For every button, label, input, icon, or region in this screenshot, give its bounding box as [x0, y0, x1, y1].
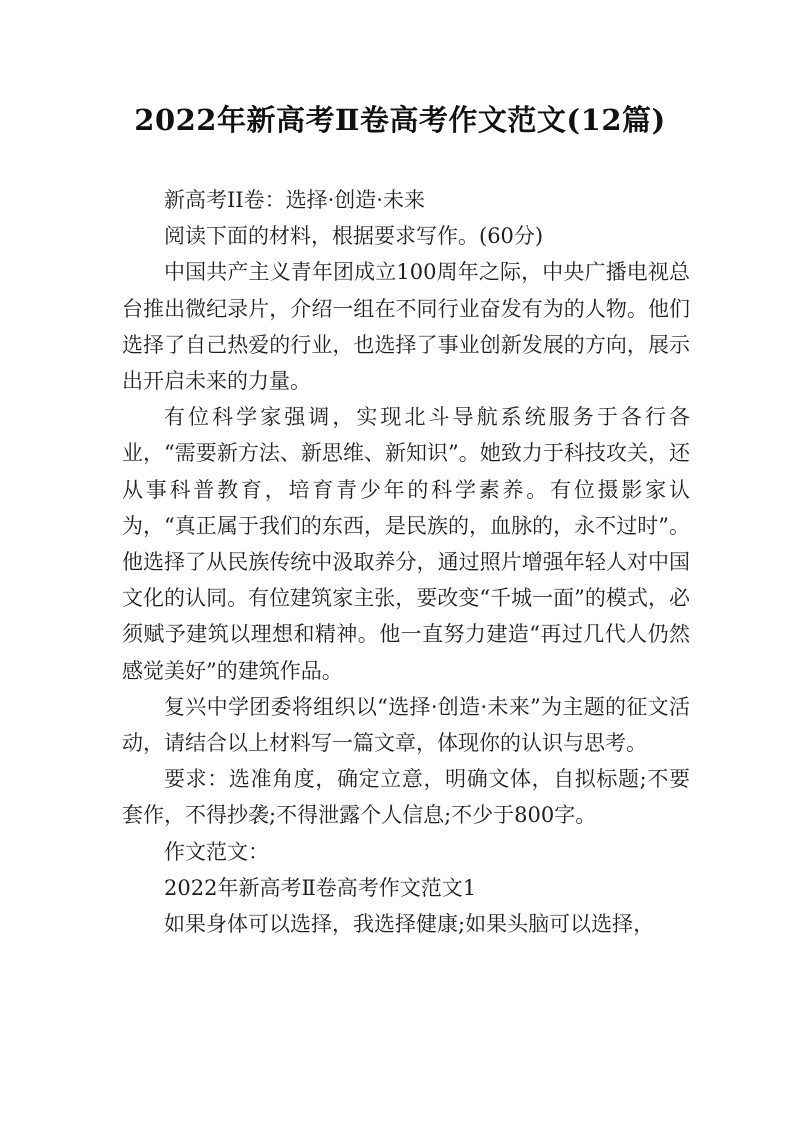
requirements-paragraph: 要求：选准角度，确定立意，明确文体，自拟标题;不要套作，不得抄袭;不得泄露个人信息;不少于800字。	[122, 767, 690, 828]
task-paragraph: 复兴中学团委将组织以“选择·创造·未来”为主题的征文活动，请结合以上材料写一篇文章，体现你的认识与思考。	[122, 694, 690, 756]
sample-essay-first-line: 如果身体可以选择，我选择健康;如果头脑可以选择，	[164, 912, 655, 937]
document-title: 2022年新高考Ⅱ卷高考作文范文(12篇)	[134, 103, 666, 137]
material-paragraph-1: 中国共产主义青年团成立100周年之际，中央广播电视总台推出微纪录片，介绍一组在不同行业奋发有为的人物。他们选择了自己热爱的行业，也选择了事业创新发展的方向，展示出开启未来的力量。	[122, 260, 690, 394]
instruction-line: 阅读下面的材料，根据要求写作。(60分)	[164, 224, 544, 249]
sample-essays-label: 作文范文：	[164, 839, 269, 864]
sample-essay-title: 2022年新高考Ⅱ卷高考作文范文1	[164, 875, 477, 900]
document-body	[122, 182, 690, 942]
exam-heading: 新高考II卷：选择·创造·未来	[164, 188, 425, 212]
material-paragraph-2: 有位科学家强调，实现北斗导航系统服务于各行各业，“需要新方法、新思维、新知识”。她致力于科技攻关，还从事科普教育，培育青少年的科学素养。有位摄影家认为，“真正属于我们的东西，是民族的，血脉的，永不过时”。他选择了从民族传统中汲取养分，通过照片增强年轻人对中国文化的认同。有位建筑家主张，要改变“千城一面”的模式，必须赋予建筑以理想和精神。他一直努力建造“再过几代人仍然感觉美好”的建筑作品。	[122, 405, 690, 683]
